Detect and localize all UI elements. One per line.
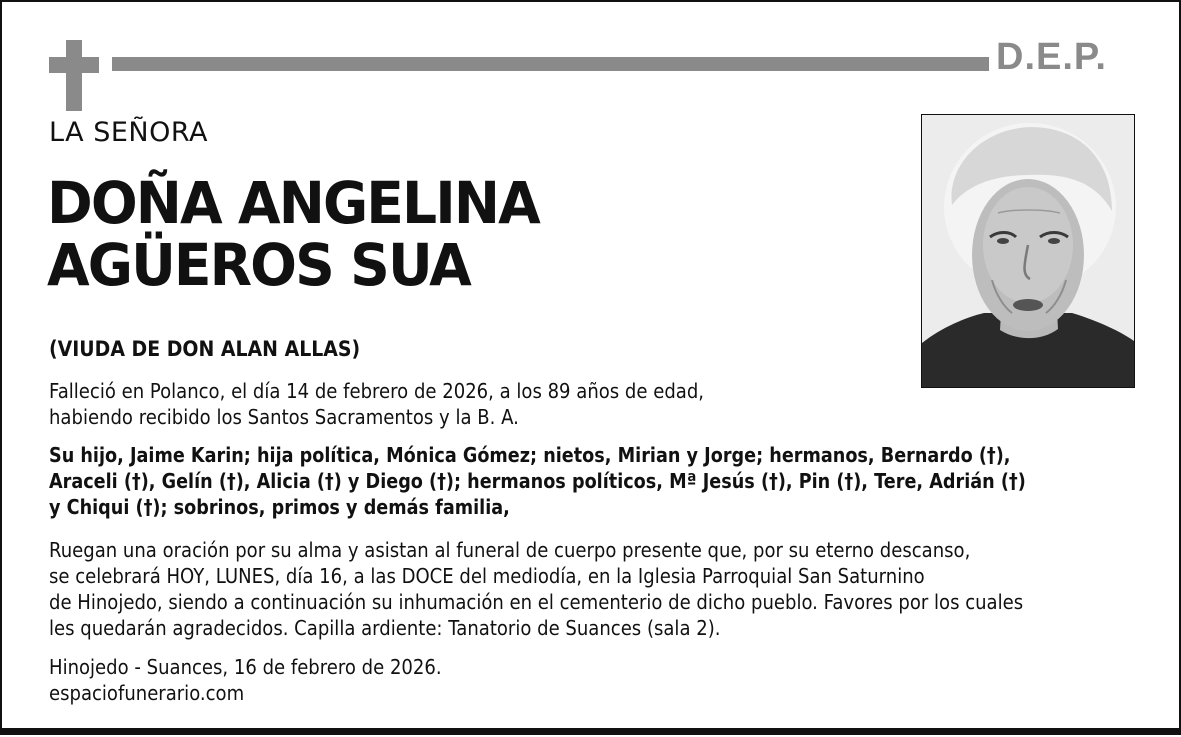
funeral-paragraph (49, 537, 1026, 641)
closing-paragraph (49, 654, 1026, 706)
funeral-line: de Hinojedo, siendo a continuación su inhumación en el cementerio de dicho pueblo. Favores por los cuales (49, 590, 1024, 614)
death-line: habiendo recibido los Santos Sacramentos y la B. A. (49, 405, 519, 429)
death-line: Falleció en Polanco, el día 14 de febrero de 2026, a los 89 años de edad, (49, 379, 705, 403)
website-link[interactable]: espaciofunerario.com (49, 681, 245, 705)
family-line: Su hijo, Jaime Karin; hija política, Mónica Gómez; nietos, Mirian y Jorge; hermanos, Bernardo (†), (49, 443, 1011, 467)
honorific: LA SEÑORA (49, 117, 208, 148)
funeral-line: se celebrará HOY, LUNES, día 16, a las DOCE del mediodía, en la Iglesia Parroquial San Saturnino (49, 564, 925, 588)
family-line: Araceli (†), Gelín (†), Alicia (†) y Diego (†); hermanos políticos, Mª Jesús (†), Pin (†), Tere, Adrián (†) (49, 469, 1026, 493)
deceased-name (47, 169, 539, 299)
header-rule (112, 57, 989, 71)
name-line: DOÑA ANGELINA (47, 169, 539, 237)
place-date: Hinojedo - Suances, 16 de febrero de 2026. (49, 655, 442, 679)
widow-line: (VIUDA DE DON ALAN ALLAS) (49, 337, 361, 361)
family-paragraph (49, 442, 1026, 520)
funeral-line: Ruegan una oración por su alma y asistan al funeral de cuerpo presente que, por su eterno descanso, (49, 538, 971, 562)
funeral-line: les quedarán agradecidos. Capilla ardiente: Tanatorio de Suances (sala 2). (49, 616, 721, 640)
family-line: y Chiqui (†); sobrinos, primos y demás familia, (49, 495, 510, 519)
death-paragraph (49, 378, 1026, 430)
dep-label: D.E.P. (996, 36, 1107, 78)
bottom-border (2, 728, 1179, 735)
deceased-photo (921, 114, 1135, 388)
name-line: AGÜEROS SUA (47, 231, 470, 299)
